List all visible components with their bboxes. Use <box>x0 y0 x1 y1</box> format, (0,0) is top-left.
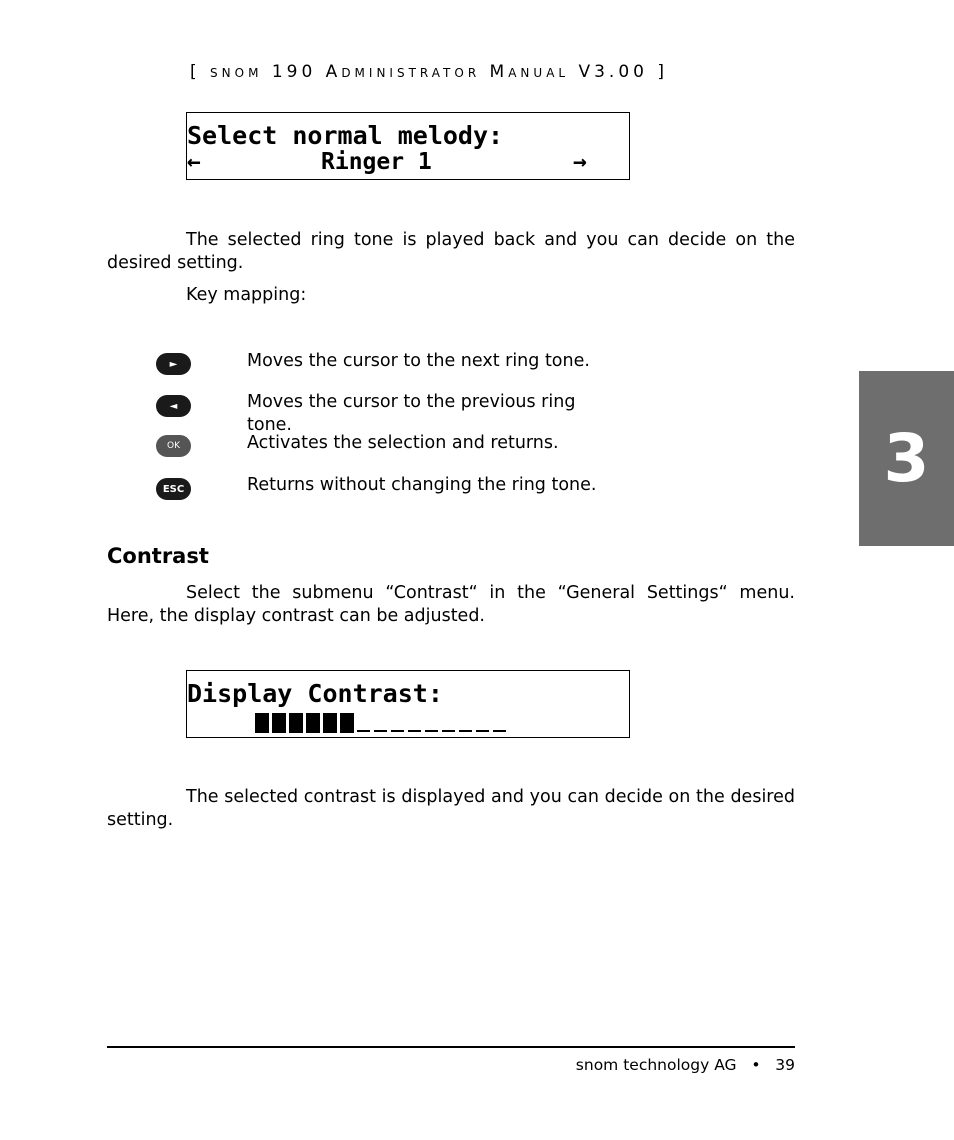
right-arrow-key-icon: ► <box>156 353 191 375</box>
contrast-segment-filled <box>289 713 303 733</box>
lcd-contrast-title: Display Contrast: <box>187 679 443 708</box>
key-desc-esc: Returns without changing the ring tone. <box>247 475 597 495</box>
contrast-segment-empty <box>391 730 404 732</box>
contrast-segment-filled <box>255 713 269 733</box>
contrast-segment-empty <box>357 730 370 732</box>
contrast-segment-filled <box>306 713 320 733</box>
footer-divider <box>107 1046 795 1048</box>
page-footer <box>576 1056 795 1074</box>
contrast-segment-empty <box>493 730 506 732</box>
contrast-segment-empty <box>374 730 387 732</box>
lcd-ringer-title: Select normal melody: <box>187 121 504 150</box>
paragraph-contrast: Select the submenu “Contrast“ in the “General Settings“ menu. Here, the display contrast can be adjusted. <box>107 583 795 626</box>
arrow-right-icon: → <box>573 149 587 175</box>
contrast-segment-filled <box>323 713 337 733</box>
footer-company: snom technology AG <box>575 1056 737 1074</box>
key-desc-ok: Activates the selection and returns. <box>247 433 559 453</box>
footer-bullet: • <box>751 1056 761 1074</box>
page-header: [ snom 190 Administrator Manual V3.00 ] <box>190 62 669 82</box>
chapter-tab: 3 <box>859 371 954 546</box>
contrast-segment-empty <box>442 730 455 732</box>
lcd-ringer-value: Ringer 1 <box>321 149 432 175</box>
contrast-segment-empty <box>408 730 421 732</box>
contrast-segment-empty <box>476 730 489 732</box>
paragraph-ringer: The selected ring tone is played back and you can decide on the desired setting. <box>107 230 795 273</box>
contrast-level-bar <box>255 711 510 733</box>
arrow-left-icon: ← <box>187 149 201 175</box>
key-mapping-label: Key mapping: <box>186 285 307 305</box>
paragraph-contrast-2: The selected contrast is displayed and you can decide on the desired setting. <box>107 787 795 830</box>
left-arrow-key-icon: ◄ <box>156 395 191 417</box>
section-title-contrast: Contrast <box>107 544 209 568</box>
key-desc-previous: Moves the cursor to the previous ring tone. <box>247 392 576 435</box>
contrast-segment-filled <box>272 713 286 733</box>
ok-key-icon: OK <box>156 435 191 457</box>
key-desc-next: Moves the cursor to the next ring tone. <box>247 351 590 371</box>
contrast-segment-empty <box>459 730 472 732</box>
lcd-ringer-display <box>186 112 630 180</box>
contrast-segment-empty <box>425 730 438 732</box>
lcd-contrast-display <box>186 670 630 738</box>
footer-page-number: 39 <box>775 1056 795 1074</box>
esc-key-icon: ESC <box>156 478 191 500</box>
contrast-segment-filled <box>340 713 354 733</box>
